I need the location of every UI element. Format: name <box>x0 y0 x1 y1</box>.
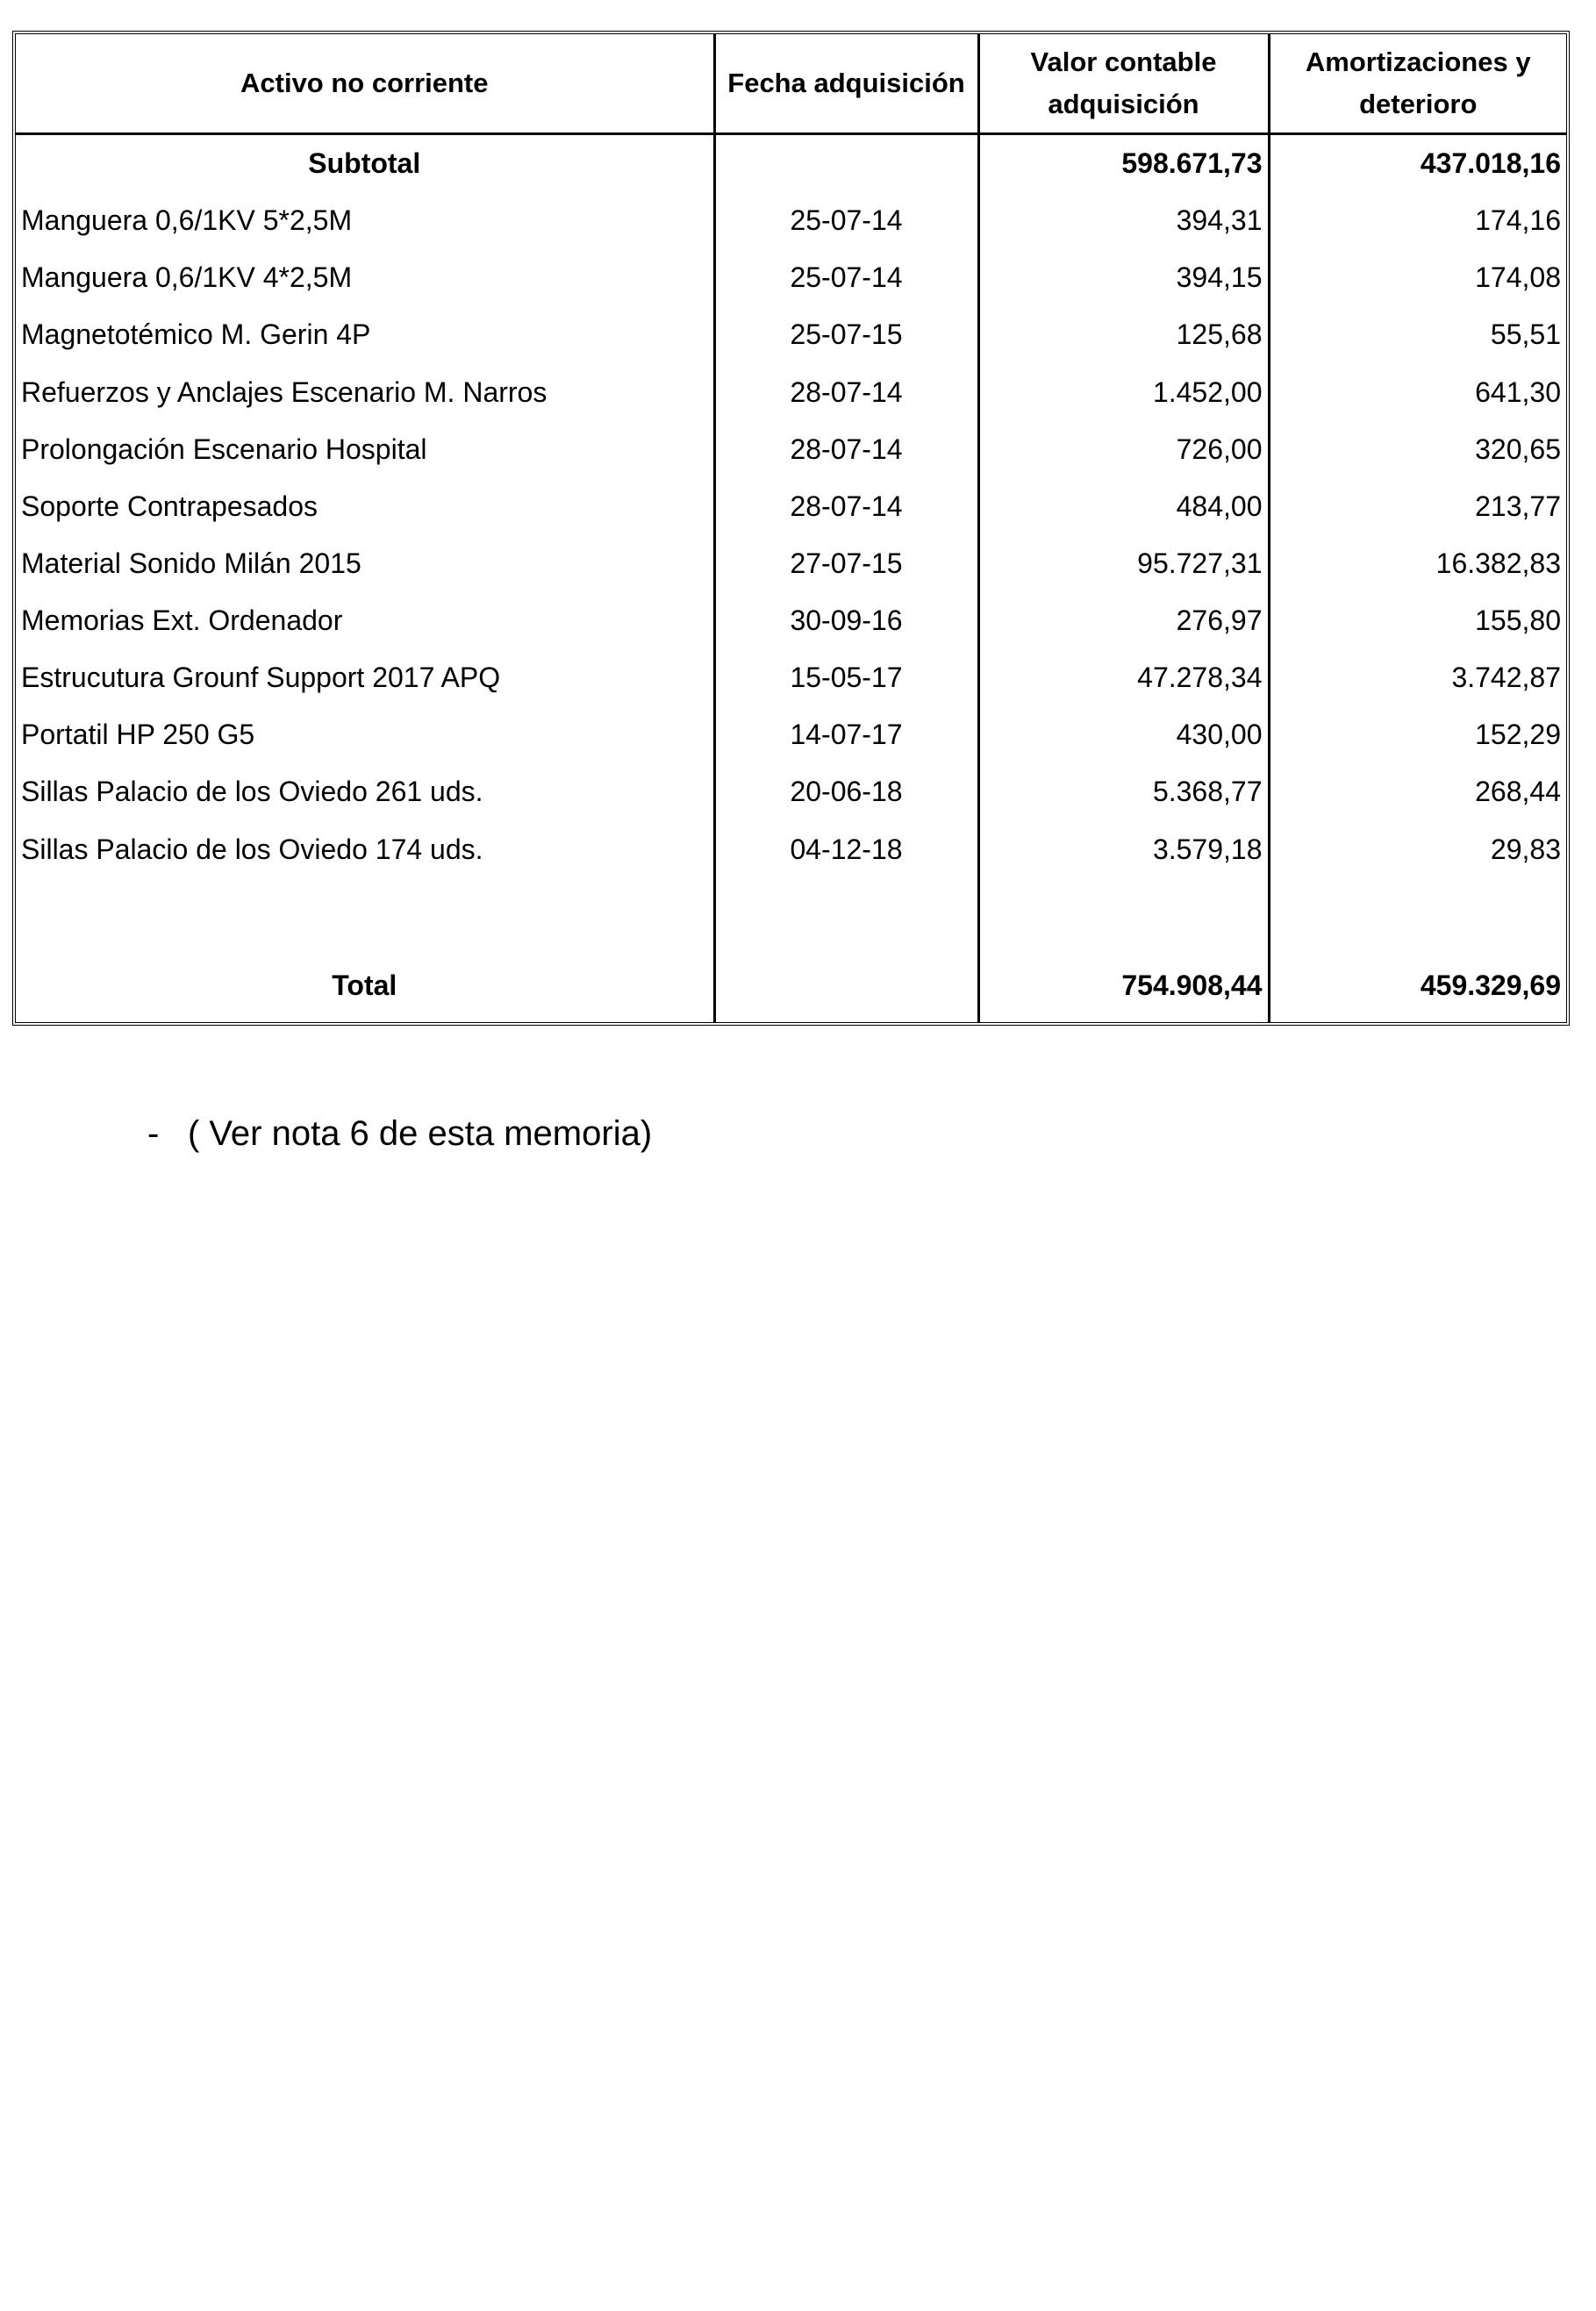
asset-value: 3.579,18 <box>978 821 1269 878</box>
asset-name: Material Sonido Milán 2015 <box>16 535 714 592</box>
table-row <box>16 478 1566 535</box>
asset-amortization: 152,29 <box>1475 719 1561 751</box>
asset-name: Memorias Ext. Ordenador <box>16 592 714 649</box>
header-asset: Activo no corriente <box>16 34 714 134</box>
asset-value: 47.278,34 <box>978 649 1269 706</box>
subtotal-label: Subtotal <box>16 134 714 193</box>
asset-date: 27-07-15 <box>714 535 978 592</box>
asset-value: 125,68 <box>978 306 1269 363</box>
header-amortization: Amortizaciones y deterioro <box>1269 34 1566 134</box>
asset-date: 30-09-16 <box>714 592 978 649</box>
asset-name: Manguera 0,6/1KV 4*2,5M <box>16 249 714 306</box>
table-row <box>16 364 1566 421</box>
asset-value: 726,00 <box>978 421 1269 478</box>
subtotal-row <box>16 134 1566 193</box>
asset-amortization: 3.742,87 <box>1451 662 1561 694</box>
subtotal-date <box>714 134 978 193</box>
asset-value: 276,97 <box>978 592 1269 649</box>
asset-amortization: 16.382,83 <box>1435 547 1561 579</box>
table-row <box>16 706 1566 763</box>
total-date <box>714 950 978 1022</box>
table-row <box>16 763 1566 820</box>
table-row <box>16 649 1566 706</box>
subtotal-value: 598.671,73 <box>978 134 1269 193</box>
subtotal-amortization: 437.018,16 <box>1420 147 1561 180</box>
asset-value: 394,31 <box>978 192 1269 249</box>
asset-name: Sillas Palacio de los Oviedo 174 uds. <box>16 821 714 878</box>
asset-amortization: 155,80 <box>1475 605 1561 637</box>
asset-date: 25-07-15 <box>714 306 978 363</box>
asset-name: Magnetotémico M. Gerin 4P <box>16 306 714 363</box>
asset-name: Portatil HP 250 G5 <box>16 706 714 763</box>
asset-date: 15-05-17 <box>714 649 978 706</box>
asset-value: 95.727,31 <box>978 535 1269 592</box>
asset-value: 394,15 <box>978 249 1269 306</box>
memo-note <box>147 1114 652 1154</box>
asset-date: 28-07-14 <box>714 364 978 421</box>
asset-date: 25-07-14 <box>714 192 978 249</box>
asset-amortization: 268,44 <box>1475 776 1561 808</box>
assets-table-frame <box>12 31 1570 1026</box>
assets-table <box>16 34 1566 1022</box>
asset-date: 25-07-14 <box>714 249 978 306</box>
table-row <box>16 535 1566 592</box>
table-row <box>16 249 1566 306</box>
asset-name: Estrucutura Grounf Support 2017 APQ <box>16 649 714 706</box>
note-text: ( Ver nota 6 de esta memoria) <box>188 1114 653 1153</box>
total-amortization: 459.329,69 <box>1420 969 1561 1002</box>
header-value: Valor contable adquisición <box>978 34 1269 134</box>
table-row <box>16 821 1566 878</box>
asset-value: 430,00 <box>978 706 1269 763</box>
asset-date: 04-12-18 <box>714 821 978 878</box>
asset-amortization: 213,77 <box>1475 490 1561 522</box>
asset-value: 1.452,00 <box>978 364 1269 421</box>
asset-name: Sillas Palacio de los Oviedo 261 uds. <box>16 763 714 820</box>
total-value: 754.908,44 <box>978 950 1269 1022</box>
asset-date: 28-07-14 <box>714 478 978 535</box>
asset-name: Prolongación Escenario Hospital <box>16 421 714 478</box>
asset-amortization: 174,16 <box>1475 204 1561 237</box>
asset-value: 484,00 <box>978 478 1269 535</box>
table-row <box>16 592 1566 649</box>
asset-date: 14-07-17 <box>714 706 978 763</box>
table-row <box>16 306 1566 363</box>
total-label: Total <box>16 950 714 1022</box>
asset-amortization: 641,30 <box>1475 376 1561 408</box>
asset-name: Manguera 0,6/1KV 5*2,5M <box>16 192 714 249</box>
asset-amortization: 320,65 <box>1475 433 1561 465</box>
table-row <box>16 192 1566 249</box>
asset-date: 28-07-14 <box>714 421 978 478</box>
asset-amortization: 174,08 <box>1475 261 1561 294</box>
asset-date: 20-06-18 <box>714 763 978 820</box>
total-row <box>16 950 1566 1022</box>
table-header-row <box>16 34 1566 134</box>
table-row <box>16 421 1566 478</box>
spacer-row <box>16 878 1566 950</box>
note-dash: - <box>147 1114 160 1153</box>
asset-amortization: 55,51 <box>1490 318 1561 351</box>
asset-amortization: 29,83 <box>1490 833 1561 865</box>
asset-name: Soporte Contrapesados <box>16 478 714 535</box>
header-date: Fecha adquisición <box>714 34 978 134</box>
asset-name: Refuerzos y Anclajes Escenario M. Narros <box>16 364 714 421</box>
asset-value: 5.368,77 <box>978 763 1269 820</box>
